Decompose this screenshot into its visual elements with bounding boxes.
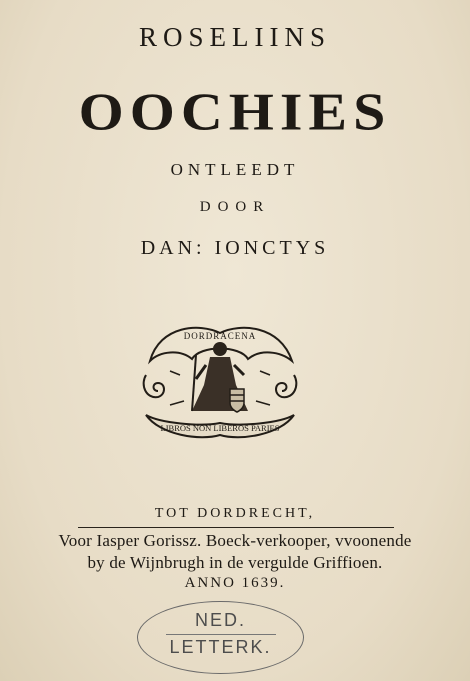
imprint-line-2: by de Wijnbrugh in de vergulde Griffioen. (87, 553, 383, 572)
subtitle-door: DOOR (199, 199, 271, 215)
imprint-line-1: Voor Iasper Gorissz. Boeck-verkooper, vvoonende (58, 531, 412, 550)
work-title: OOCHIES (78, 81, 392, 142)
author-line: DAN: IONCTYS (140, 237, 330, 259)
stamp-line-2: LETTERK. (169, 637, 272, 657)
imprint-year: ANNO 1639. (184, 575, 286, 591)
imprint-rule (78, 527, 394, 528)
printer-mark-motto: LIBROS NON LIBEROS PARIES (160, 423, 280, 433)
imprint-place: TOT DORDRECHT, (154, 506, 316, 521)
stamp-line-1: NED. (194, 610, 246, 630)
library-stamp (137, 601, 304, 674)
subtitle-ontleedt: ONTLEEDT (170, 160, 300, 179)
printer-mark-emblem (140, 315, 300, 445)
author-name: ROSELIINS (138, 22, 331, 52)
stamp-divider (166, 634, 276, 635)
printer-mark-top-banner: DORDRACENA (183, 331, 257, 341)
